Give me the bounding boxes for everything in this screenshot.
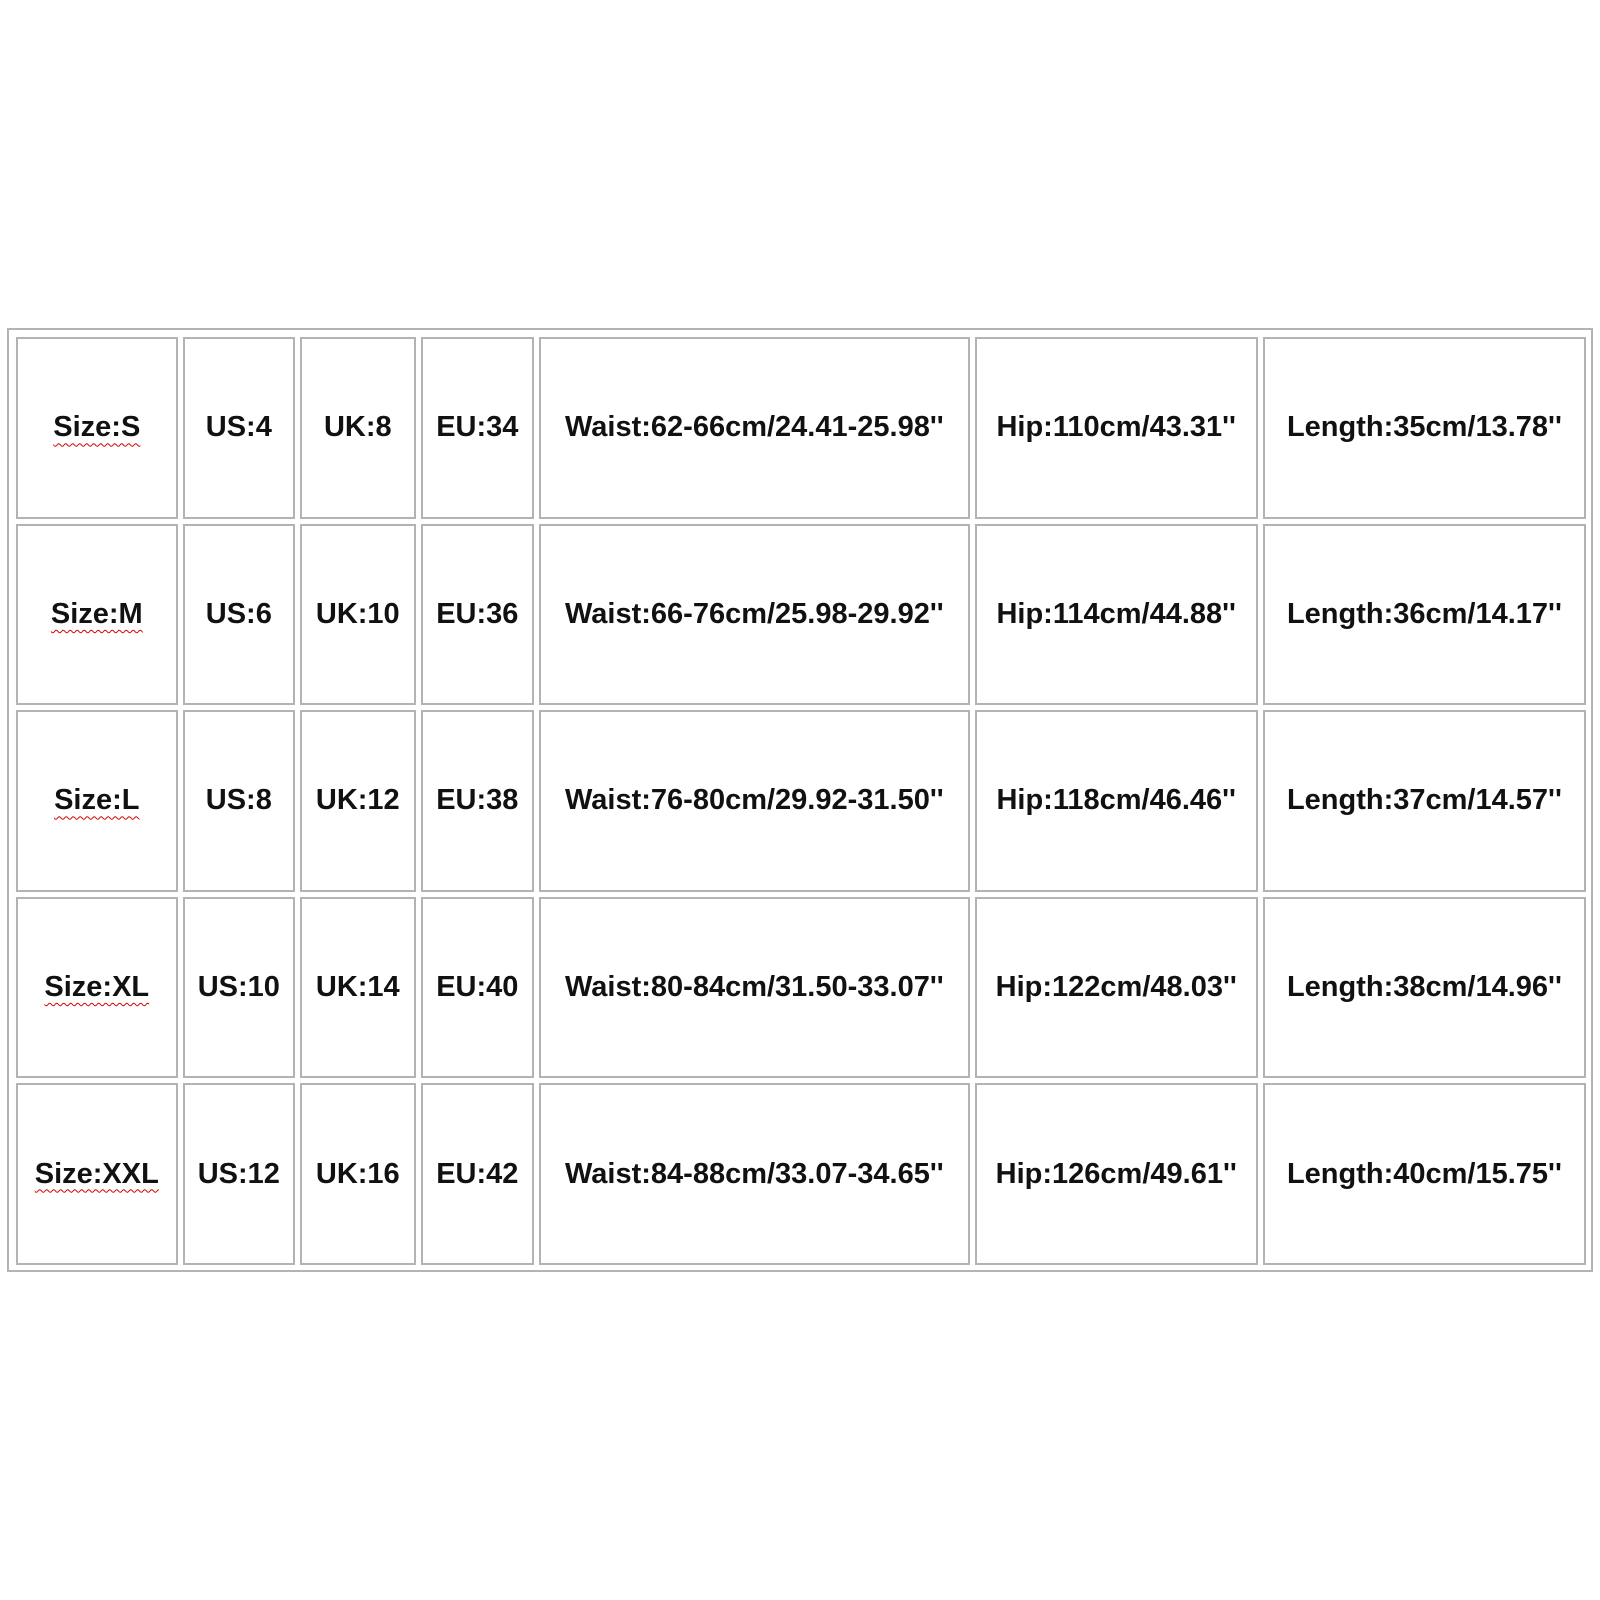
- hip-cell: Hip:126cm/49.61'': [975, 1083, 1258, 1265]
- uk-size-cell: UK:12: [300, 710, 416, 892]
- eu-size-cell: EU:40: [421, 897, 535, 1079]
- table-row: [16, 897, 1586, 1079]
- size-label: Size:L: [54, 784, 140, 817]
- size-label: Size:XXL: [34, 1157, 159, 1190]
- eu-size-cell: EU:38: [421, 710, 535, 892]
- waist-cell: Waist:66-76cm/25.98-29.92'': [539, 524, 970, 706]
- waist-cell: Waist:76-80cm/29.92-31.50'': [539, 710, 970, 892]
- length-cell: Length:35cm/13.78'': [1263, 337, 1586, 519]
- size-cell: [16, 524, 178, 706]
- hip-cell: Hip:114cm/44.88'': [975, 524, 1258, 706]
- table-row: [16, 337, 1586, 519]
- uk-size-cell: UK:10: [300, 524, 416, 706]
- size-label: Size:M: [50, 597, 143, 630]
- table-row: [16, 524, 1586, 706]
- us-size-cell: US:10: [183, 897, 295, 1079]
- waist-cell: Waist:84-88cm/33.07-34.65'': [539, 1083, 970, 1265]
- size-cell: [16, 897, 178, 1079]
- us-size-cell: US:8: [183, 710, 295, 892]
- waist-cell: Waist:62-66cm/24.41-25.98'': [539, 337, 970, 519]
- size-cell: [16, 1083, 178, 1265]
- uk-size-cell: UK:16: [300, 1083, 416, 1265]
- hip-cell: Hip:118cm/46.46'': [975, 710, 1258, 892]
- us-size-cell: US:12: [183, 1083, 295, 1265]
- us-size-cell: US:4: [183, 337, 295, 519]
- uk-size-cell: UK:14: [300, 897, 416, 1079]
- size-label: Size:XL: [44, 971, 150, 1004]
- table-row: [16, 1083, 1586, 1265]
- us-size-cell: US:6: [183, 524, 295, 706]
- size-chart-frame: [7, 328, 1593, 1272]
- size-cell: [16, 710, 178, 892]
- size-cell: [16, 337, 178, 519]
- eu-size-cell: EU:36: [421, 524, 535, 706]
- eu-size-cell: EU:42: [421, 1083, 535, 1265]
- eu-size-cell: EU:34: [421, 337, 535, 519]
- size-label: Size:S: [53, 411, 141, 444]
- uk-size-cell: UK:8: [300, 337, 416, 519]
- length-cell: Length:36cm/14.17'': [1263, 524, 1586, 706]
- hip-cell: Hip:110cm/43.31'': [975, 337, 1258, 519]
- waist-cell: Waist:80-84cm/31.50-33.07'': [539, 897, 970, 1079]
- length-cell: Length:40cm/15.75'': [1263, 1083, 1586, 1265]
- length-cell: Length:38cm/14.96'': [1263, 897, 1586, 1079]
- hip-cell: Hip:122cm/48.03'': [975, 897, 1258, 1079]
- table-row: [16, 710, 1586, 892]
- length-cell: Length:37cm/14.57'': [1263, 710, 1586, 892]
- size-chart-table: [11, 332, 1591, 1270]
